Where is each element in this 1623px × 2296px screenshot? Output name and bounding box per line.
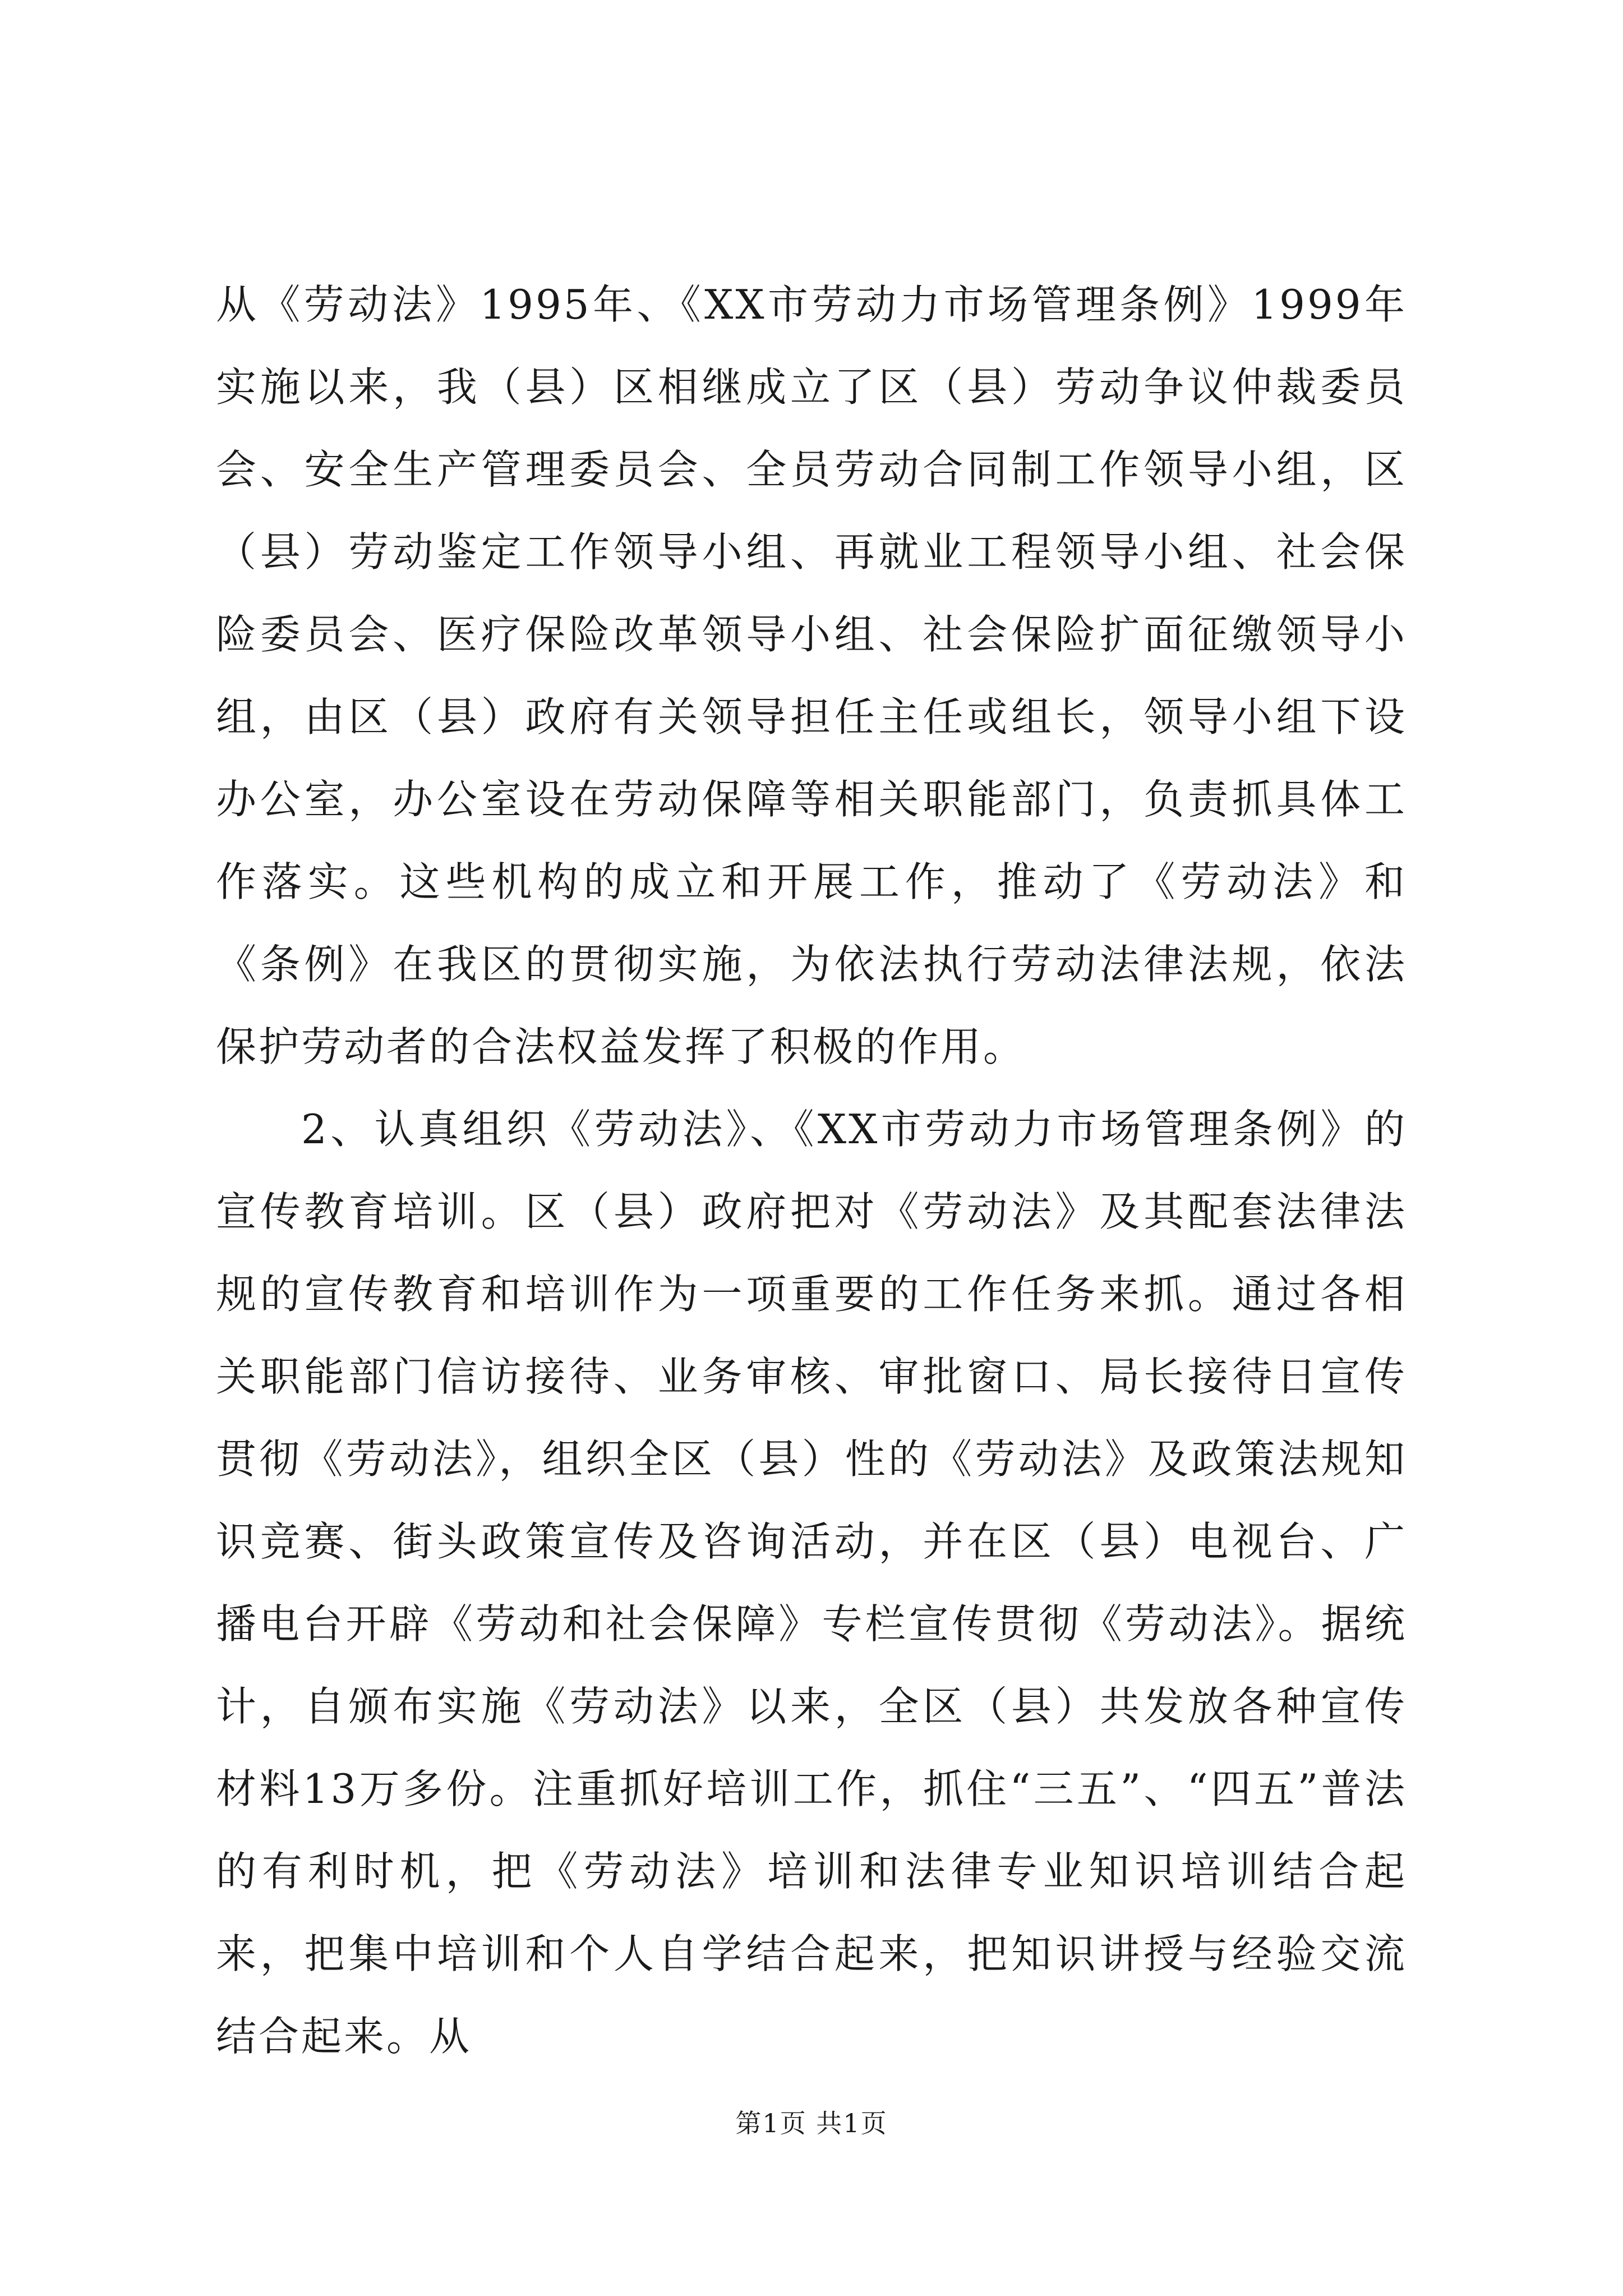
paragraph-2: 2、认真组织《劳动法》、《XX市劳动力市场管理条例》的宣传教育培训。区（县）政府把对《劳动法》及其配套法律法规的宣传教育和培训作为一项重要的工作任务来抓。通过各相关职能部门信访接待、业务审核、审批窗口、局长接待日宣传贯彻《劳动法》，组织全区（县）性的《劳动法》及政策法规知识竞赛、街头政策宣传及咨询活动，并在区（县）电视台、广播电台开辟《劳动和社会保障》专栏宣传贯彻《劳动法》。据统计，自颁布实施《劳动法》以来，全区（县）共发放各种宣传材料13万多份。注重抓好培训工作，抓住“三五”、“四五”普法的有利时机，把《劳动法》培训和法律专业知识培训结合起来，把集中培训和个人自学结合起来，把知识讲授与经验交流结合起来。从: [216, 1106, 1407, 2060]
page-number-footer: 第1页 共1页: [735, 2108, 888, 2138]
document-body: [216, 264, 1407, 2078]
paragraph-1: 从《劳动法》1995年、《XX市劳动力市场管理条例》1999年实施以来，我（县）区相继成立了区（县）劳动争议仲裁委员会、安全生产管理委员会、全员劳动合同制工作领导小组，区（县）劳动鉴定工作领导小组、再就业工程领导小组、社会保险委员会、医疗保险改革领导小组、社会保险扩面征缴领导小组，由区（县）政府有关领导担任主任或组长，领导小组下设办公室，办公室设在劳动保障等相关职能部门，负责抓具体工作落实。这些机构的成立和开展工作，推动了《劳动法》和《条例》在我区的贯彻实施，为依法执行劳动法律法规，依法保护劳动者的合法权益发挥了积极的作用。: [216, 281, 1407, 1070]
